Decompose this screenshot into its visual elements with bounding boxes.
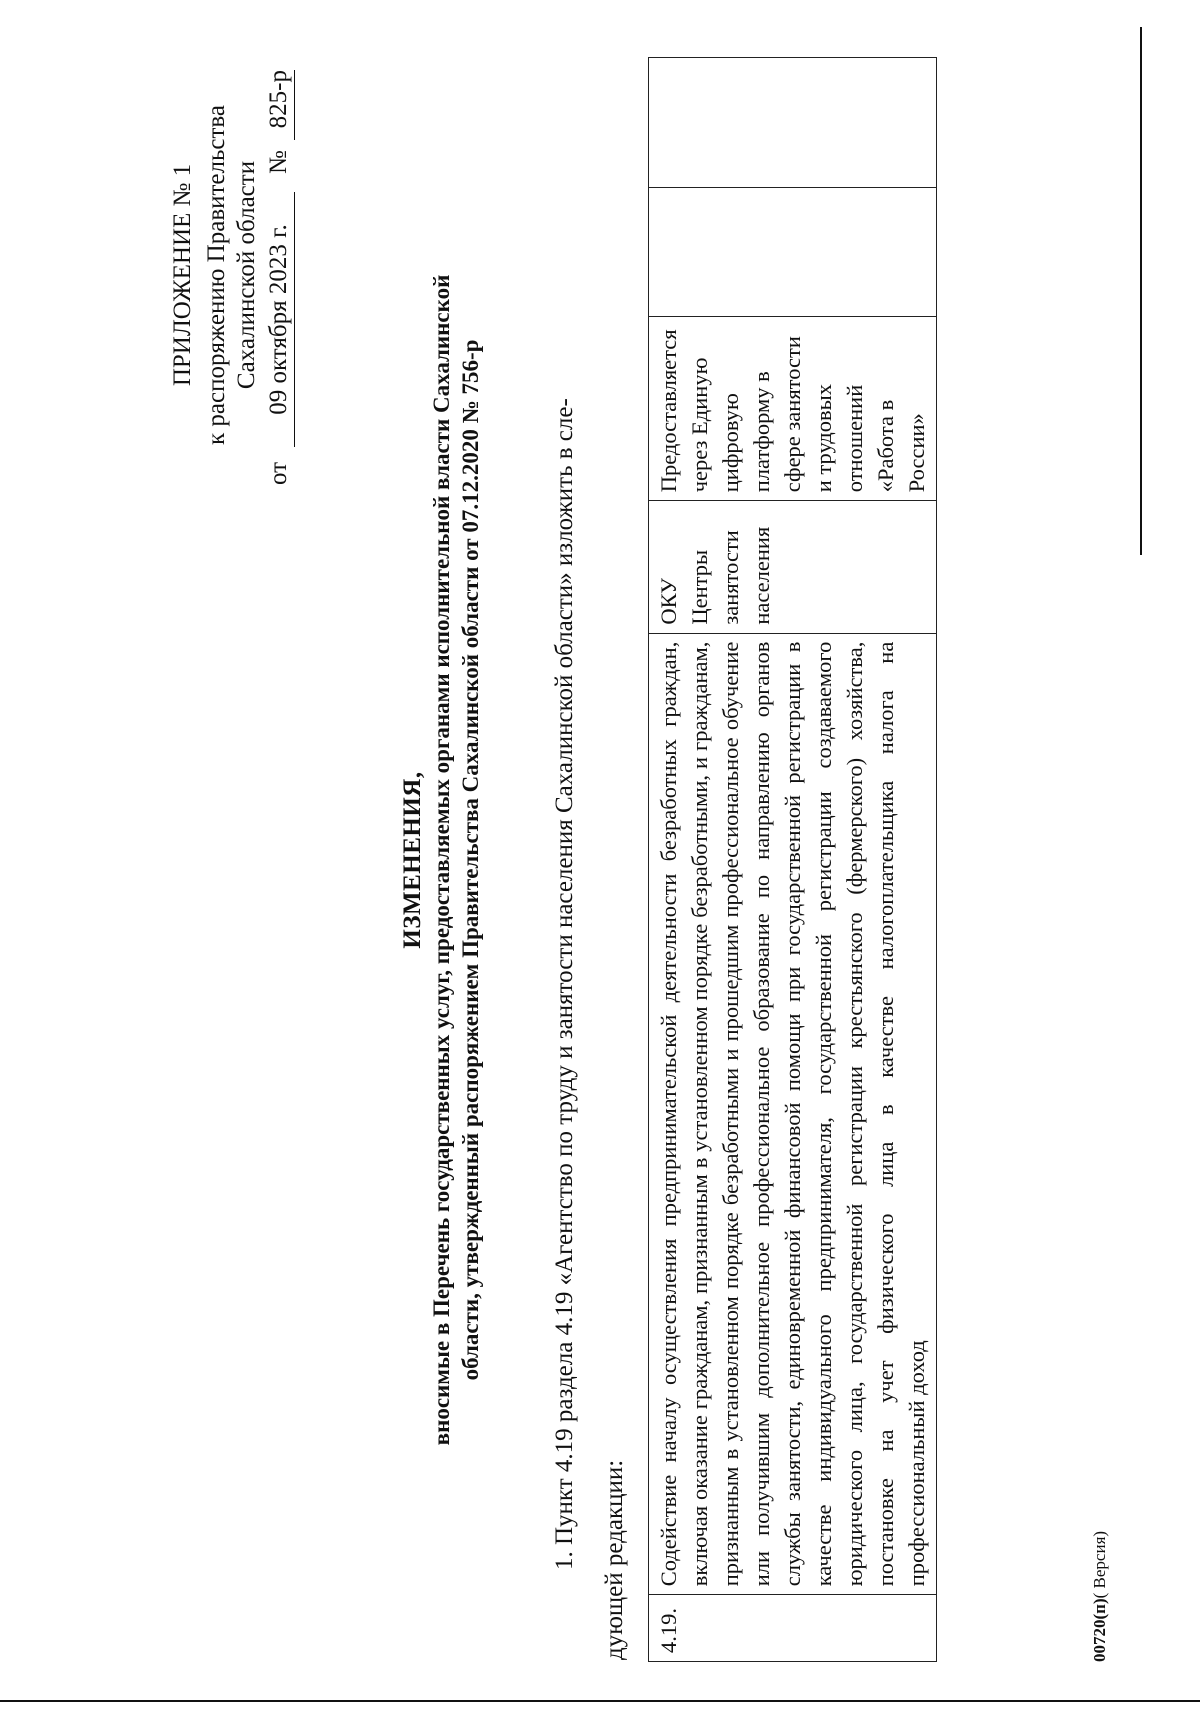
heading-line-2: области, утвержденный распоряжением Правительства Сахалинской области от 07.12.2020 № 756-р (458, 339, 483, 1381)
footer-rule (1140, 27, 1142, 555)
appendix-line-order: к распоряжению Правительства (203, 105, 230, 446)
intro-paragraph-line-2: дующей редакции: (601, 1459, 628, 1660)
cell-empty-1 (649, 188, 937, 316)
appendix-number-sign: № (265, 150, 292, 174)
document-footer (1090, 1531, 1110, 1662)
appendix-date-line (264, 65, 295, 485)
footer-version: ( Версия) (1090, 1530, 1109, 1599)
rotated-document-page (50, 30, 1150, 1690)
appendix-title: ПРИЛОЖЕНИЕ № 1 (169, 163, 196, 387)
appendix-number: 825-р (264, 70, 295, 140)
document-heading (398, 30, 485, 1690)
scan-edge-rule (0, 1700, 1200, 1702)
cell-item-number: 4.19. (649, 1595, 937, 1662)
intro-paragraph (540, 60, 640, 1660)
services-table (648, 57, 937, 1662)
cell-empty-2 (649, 58, 937, 188)
footer-code: 00720(п) (1090, 1598, 1109, 1662)
appendix-line-region: Сахалинской области (233, 160, 260, 390)
heading-line-1: вносимые в Перечень государственных услуг, предоставляемых органами исполнительной власти Сахалинской (429, 274, 454, 1446)
cell-provider: ОКУ Центры занятости населения (649, 501, 937, 633)
heading-title: ИЗМЕНЕНИЯ, (399, 771, 426, 949)
intro-paragraph-line-1: 1. Пункт 4.19 раздела 4.19 «Агентство по труду и занятости населения Сахалинской области» изложить в сле- (551, 398, 578, 1570)
cell-note: Предоставляется через Единую цифровую платформу в сфере занятости и трудовых отношений «Работа в России» (649, 316, 937, 501)
cell-service-name: Содействие началу осуществления предпринимательской деятельности безработных граждан, включая оказание гражданам, признанным в установленном порядке безработными, и гражданам, признанным в установленном порядке безработными и прошедшим профессиональное обучение или получившим дополнительное профессиональное образование по направлению органов службы занятости, единовременной финансовой помощи при государственной регистрации в качестве индивидуального предпринимателя, государственной регистрации создаваемого юридического лица, государственной регистрации крестьянского (фермерского) хозяйства, постановке на учет физического лица в качестве налогоплательщика налога на профессиональный доход (649, 633, 937, 1595)
table-row (649, 58, 937, 1662)
appendix-block (168, 65, 295, 485)
appendix-from-label: от (265, 461, 292, 485)
appendix-date: 09 октября 2023 г. (264, 192, 295, 447)
